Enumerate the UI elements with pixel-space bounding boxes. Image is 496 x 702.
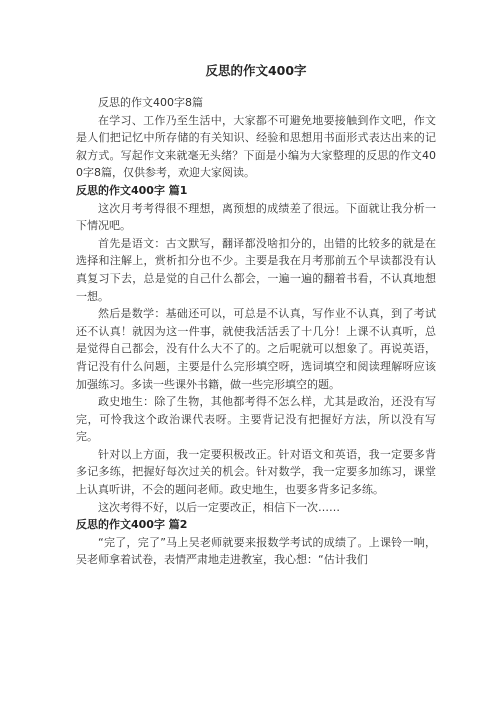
- section-1-paragraph: 首先是语文：古文默写，翻译都没啥扣分的，出错的比较多的就是在选择和注解上，赏析扣分也不少。主要是我在月考那前五个早读都没有认真复习下去，总是觉的自己什么都会，一遍一遍的翻着书看，不认真地想一想。: [76, 236, 436, 303]
- section-1-paragraph: 针对以上方面，我一定要积极改正。针对语文和英语，我一定要多背多记多练，把握好每次过关的机会。针对数学，我一定要多加练习，课堂上认真听讲，不会的题问老师。政史地生，也要多背多记多练。: [76, 447, 436, 497]
- section-1-paragraph: 这次考得不好，以后一定要改正，相信下一次……: [98, 500, 340, 514]
- section-1-heading: 反思的作文400字 篇1: [76, 183, 188, 197]
- document-title: 反思的作文400字: [205, 63, 307, 78]
- intro-paragraph: 在学习、工作乃至生活中，大家都不可避免地要接触到作文吧，作文是人们把记忆中所存储的有关知识、经验和思想用书面形式表达出来的记叙方式。写起作文来就毫无头绪？下面是小编为大家整理的反思的作文400字8篇，仅供参考，欢迎大家阅读。: [76, 113, 436, 180]
- section-2-heading: 反思的作文400字 篇2: [76, 518, 188, 532]
- section-2-paragraph: “完了，完了”马上吴老师就要来报数学考试的成绩了。上课铃一响，吴老师拿着试卷，表情严肃地走进教室，我心想：“估计我们: [76, 535, 436, 567]
- section-1-paragraph: 这次月考考得很不理想，离预想的成绩差了很远。下面就让我分析一下情况吧。: [76, 201, 436, 233]
- section-1-paragraph: 政史地生：除了生物，其他都考得不怎么样，尤其是政治，还没有写完，可怜我这个政治课代表呀。主要背记没有把握好方法，所以没有写完。: [76, 395, 436, 444]
- section-1-paragraph: 然后是数学：基础还可以，可总是不认真，写作业不认真，到了考试还不认真！就因为这一件事，就使我活活丢了十几分！上课不认真听，总是觉得自己都会，没有什么大不了的。之后呢就可以想象了。再说英语，背记没有什么问题，主要是什么完形填空呀，选词填空和阅读理解呀应该加强练习。多读一些课外书籍，做一些完形填空的题。: [76, 307, 436, 391]
- document-subtitle: 反思的作文400字8篇: [98, 96, 203, 109]
